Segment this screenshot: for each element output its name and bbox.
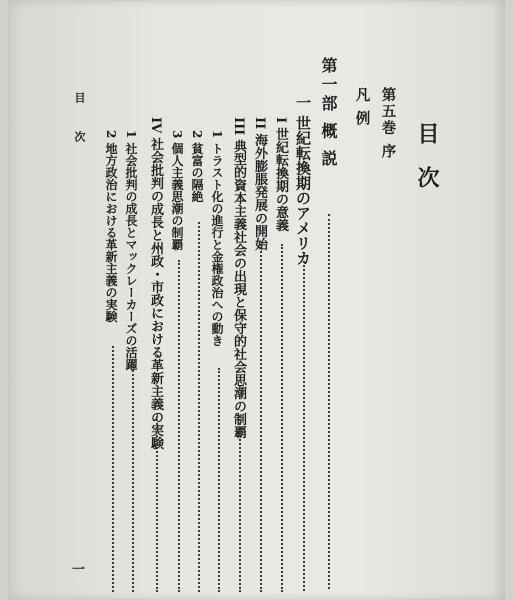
toc-leader-I	[281, 244, 283, 592]
toc-leader-part1	[328, 214, 330, 589]
toc-leader-III	[239, 416, 241, 592]
toc-leader-IV-1	[132, 366, 134, 592]
toc-sub-III-2: 2 貧富の隔絶	[190, 130, 204, 203]
toc-sub-IV-1: 1 社会批判の成長とマックレーカーズの活躍	[124, 130, 138, 371]
toc-leader-III-3	[178, 260, 180, 592]
toc-leader-ch1	[303, 261, 305, 591]
toc-notes: 凡 例	[353, 87, 371, 128]
toc-page	[8, 0, 505, 600]
page-number: 一	[69, 562, 84, 575]
page-title: 目次	[414, 122, 440, 210]
toc-leader-II	[260, 244, 262, 592]
toc-sub-III-3: 3 個人主義思潮の制覇	[170, 130, 184, 251]
toc-leader-III-2	[198, 222, 200, 592]
toc-vol-preface: 第五巻 序	[379, 87, 397, 161]
toc-section-I: I 世紀転換期の意義	[273, 117, 288, 232]
running-header-1: 目	[73, 92, 86, 103]
toc-sub-IV-2: 2 地方政治における革新主義の実験	[104, 130, 118, 323]
toc-part-1: 第一部 概 説	[319, 57, 338, 170]
toc-leader-IV-2	[112, 346, 114, 592]
toc-chapter-1: 一 世紀転換期のアメリカ	[294, 95, 312, 266]
running-header-2: 次	[73, 131, 86, 142]
toc-section-IV: IV 社会批判の成長と州政・市政における革新主義の実験	[148, 117, 163, 450]
toc-leader-IV	[156, 416, 158, 592]
toc-leader-III-1	[218, 368, 220, 592]
toc-sub-III-1: 1 トラスト化の進行と金権政治への動き	[210, 130, 224, 347]
toc-section-III: III 典型的資本主義社会の出現と保守的社会思潮の制覇	[231, 117, 246, 439]
toc-section-II: II 海外膨脹発展の開始	[252, 117, 267, 251]
